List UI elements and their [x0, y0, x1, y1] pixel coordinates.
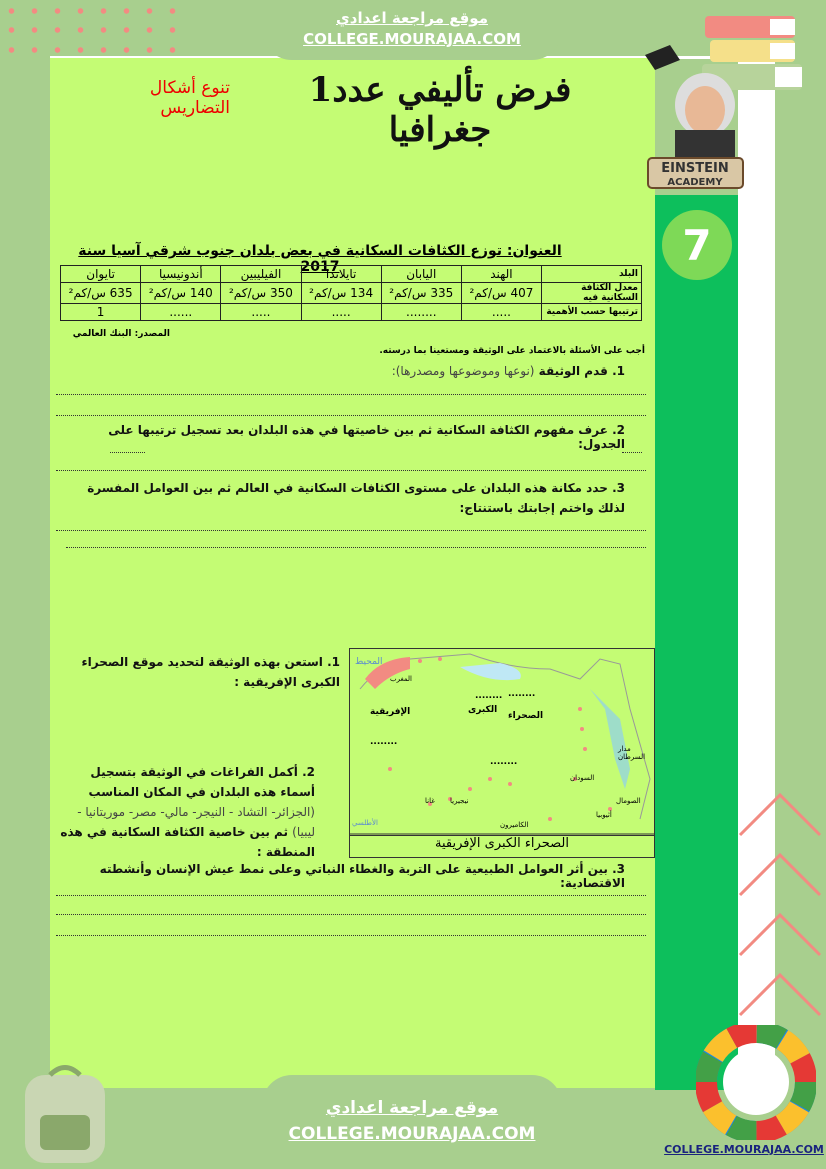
rank-cell: ........: [381, 304, 461, 321]
sahara-map: [349, 648, 655, 858]
cell: الفيليبين: [221, 266, 301, 283]
cell: تايلاندا: [301, 266, 381, 283]
answer-line[interactable]: [56, 394, 646, 395]
density-table: [60, 265, 642, 321]
worksheet-page: [50, 58, 655, 1088]
rank-cell: .....: [221, 304, 301, 321]
map-caption: الصحراء الكبرى الإفريقية: [350, 835, 654, 857]
answer-line[interactable]: [56, 415, 646, 416]
decor-dots: [0, 27, 190, 33]
map-question-1: 1. استعن بهذه الوثيقة لتحديد موقع الصحراء الكبرى الإفريقية :: [81, 655, 340, 689]
cell: 140 س/كم²: [141, 283, 221, 304]
question-3: 3. حدد مكانة هذه البلدان على مستوى الكثافات السكانية في العالم ثم بين العوامل المفسرة لذلك واختم إجابتك باستنتاج:: [87, 481, 625, 515]
chevrons-decoration-icon: [735, 790, 825, 1050]
map-blank[interactable]: ........: [475, 691, 503, 701]
site-url[interactable]: COLLEGE.MOURAJAA.COM: [303, 30, 521, 48]
map-label: غانا: [425, 797, 435, 805]
map-label: الصومال: [616, 797, 641, 805]
answer-line[interactable]: [56, 935, 646, 936]
map-blank[interactable]: ........: [370, 737, 398, 747]
cell: تايوان: [61, 266, 141, 283]
instruction: أجب على الأسئلة بالاعتماد على الوثيقة ومستعينا بما درسته.: [379, 346, 645, 356]
map-label: نيجيريا: [450, 797, 469, 805]
answer-line[interactable]: [622, 452, 642, 453]
answer-line[interactable]: [56, 530, 646, 531]
map-label: الصحراء: [508, 711, 544, 721]
source: المصدر: البنك العالمي: [72, 329, 170, 339]
row-header: البلد: [542, 266, 642, 283]
map-label: الإفريقية: [370, 707, 411, 717]
map-question-2: 2. أكمل الفراغات في الوثيقة بتسجيل أسماء هذه البلدان في المكان المناسب (الجزائر- التشاد - النيجر- مالي- مصر- موريتانيا - ليبيا) ثم بين خاصية الكثافة السكانية في هذه المنطقة :: [60, 765, 315, 859]
map-blank[interactable]: ........: [490, 757, 518, 767]
cell: أندونيسيا: [141, 266, 221, 283]
logo-url[interactable]: COLLEGE.MOURAJAA.COM: [664, 1143, 824, 1156]
rank-cell: .....: [461, 304, 541, 321]
map-label: الكبرى: [468, 705, 498, 715]
map-label: أثيوبيا: [596, 811, 612, 819]
map-label: مدار السرطان: [618, 745, 646, 761]
map-label: السودان: [570, 774, 595, 782]
table-row: [61, 266, 642, 283]
question-1: 1. قدم الوثيقة (نوعها وموضوعها ومصدرها):: [391, 364, 625, 378]
answer-line[interactable]: [56, 895, 646, 896]
einstein-mascot-icon: [640, 40, 750, 190]
cell: الهند: [461, 266, 541, 283]
rank-cell: 1: [61, 304, 141, 321]
question-2: 2. عرف مفهوم الكثافة السكانية ثم بين خاصيتها في هذه البلدان بعد تسجيل ترتيبها على الجدول:: [108, 423, 625, 451]
map-label: الكاميرون: [500, 821, 529, 829]
map-label: المغرب: [390, 675, 412, 683]
lesson-subtitle: تنوع أشكال التضاريس: [149, 78, 230, 118]
map-label: المحيط: [355, 657, 383, 667]
row-header: معدل الكثافة السكانية فيه: [542, 283, 642, 304]
backpack-icon: [15, 1060, 115, 1165]
cell: 635 س/كم²: [61, 283, 141, 304]
page-title: فرض تأليفي عدد1 جغرافيا: [308, 70, 572, 150]
academy-line2: ACADEMY: [667, 177, 723, 188]
footer-site-url[interactable]: COLLEGE.MOURAJAA.COM: [288, 1124, 536, 1144]
footer-site-name[interactable]: موقع مراجعة اعدادي: [325, 1098, 499, 1118]
green-band: [655, 195, 738, 1090]
map-blank[interactable]: ........: [508, 689, 536, 699]
cell: 134 س/كم²: [301, 283, 381, 304]
footer-banner[interactable]: [262, 1075, 562, 1169]
cell: 350 س/كم²: [221, 283, 301, 304]
cell: 407 س/كم²: [461, 283, 541, 304]
row-header: ترتيبها حسب الأهمية: [542, 304, 642, 321]
answer-line[interactable]: [56, 914, 646, 915]
map-question-3: 3. بين أثر العوامل الطبيعية على التربة والغطاء النباتي وعلى نمط عيش الإنسان وأنشطته الاقتصادية:: [99, 862, 625, 890]
table-row: [61, 283, 642, 304]
answer-line[interactable]: [66, 547, 646, 548]
table-row: [61, 304, 642, 321]
header-banner[interactable]: [262, 0, 562, 60]
site-name[interactable]: موقع مراجعة اعدادي: [336, 9, 488, 27]
answer-line[interactable]: [56, 470, 646, 471]
decor-dots: [0, 47, 190, 53]
map-label: الأطلسي: [352, 819, 378, 827]
answer-line[interactable]: [110, 452, 145, 453]
cell: 335 س/كم²: [381, 283, 461, 304]
decor-dots: [0, 8, 190, 14]
cell: اليابان: [381, 266, 461, 283]
document-title: العنوان: توزع الكثافات السكانية في بعض بلدان جنوب شرقي آسيا سنة 2017: [78, 243, 562, 275]
rank-cell: .....: [301, 304, 381, 321]
rank-cell: ......: [141, 304, 221, 321]
academy-line1: EINSTEIN: [661, 161, 729, 176]
page-number-badge: 7: [662, 210, 732, 280]
college-logo-icon: [696, 1025, 816, 1140]
